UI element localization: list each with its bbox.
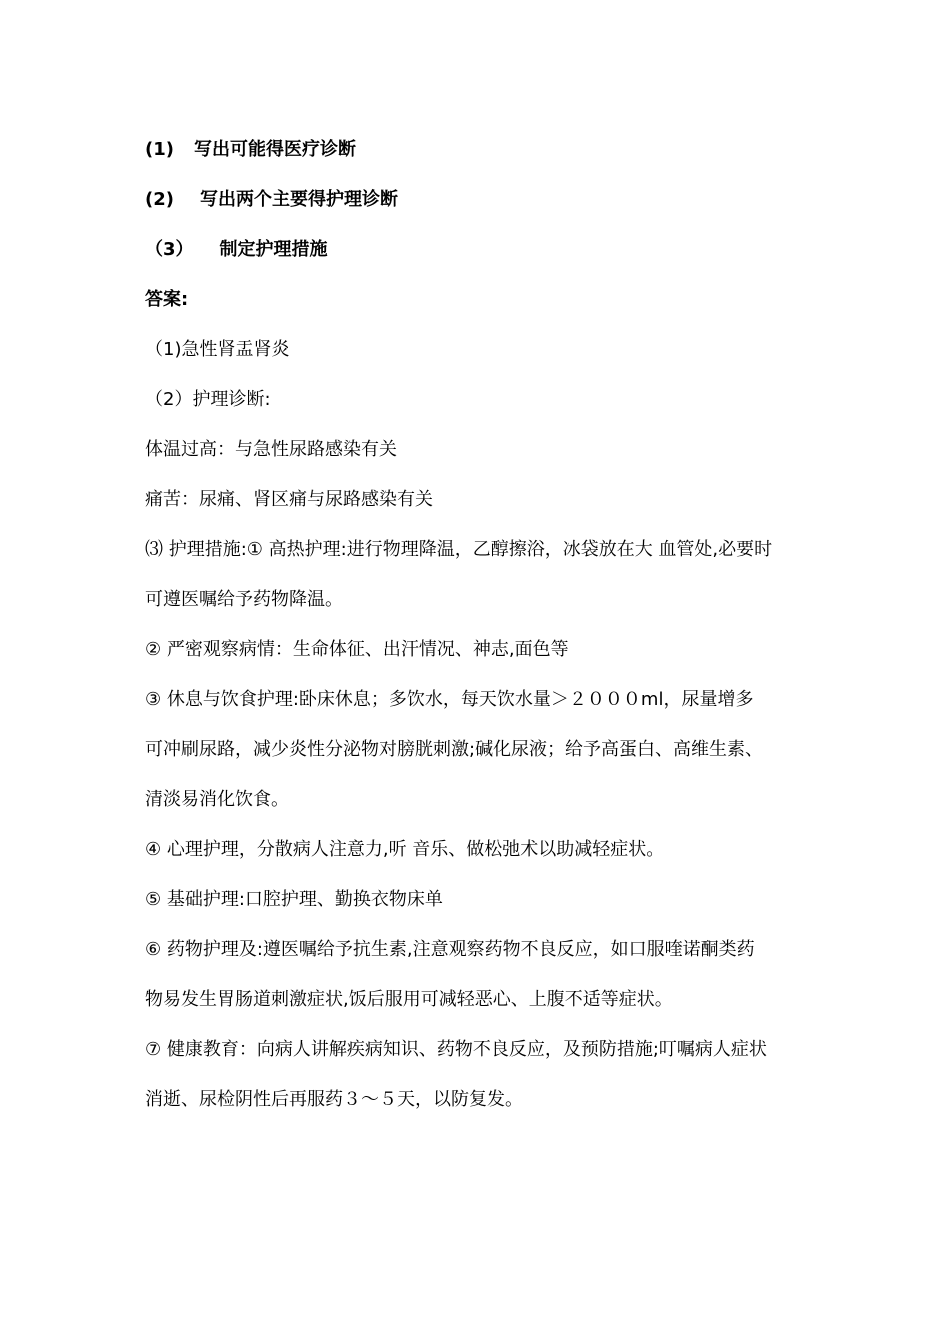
answer-line: 痛苦：尿痛、肾区痛与尿路感染有关: [145, 489, 433, 510]
question-1: [145, 138, 815, 162]
question-3-text: 制定护理措施: [219, 239, 328, 260]
answer-line: 可遵医嘱给予药物降温。: [145, 589, 343, 610]
answer-line: ⑶ 护理措施:① 高热护理:进行物理降温，乙醇擦浴，冰袋放在大 血管处,必要时: [145, 539, 773, 560]
answer-line: 可冲刷尿路，减少炎性分泌物对膀胱刺激;碱化尿液；给予高蛋白、高维生素、: [145, 739, 764, 760]
answer-line: ④ 心理护理，分散病人注意力,听 音乐、做松弛术以助减轻症状。: [145, 839, 665, 860]
question-2-text: 写出两个主要得护理诊断: [199, 189, 398, 210]
question-3: [145, 238, 815, 262]
answer-line: 物易发生胃肠道刺激症状,饭后服用可减轻恶心、上腹不适等症状。: [145, 989, 673, 1010]
answer-label: 答案:: [145, 289, 189, 310]
question-2: [145, 188, 815, 212]
answer-line: ⑤ 基础护理:口腔护理、勤换衣物床单: [145, 889, 443, 910]
answer-line: 清淡易消化饮食。: [145, 789, 289, 810]
answer-line: ⑥ 药物护理及:遵医嘱给予抗生素,注意观察药物不良反应，如口服喹诺酮类药: [145, 939, 755, 960]
answer-line: （2）护理诊断:: [145, 389, 271, 410]
answer-line: ⑦ 健康教育：向病人讲解疾病知识、药物不良反应，及预防措施;叮嘱病人症状: [145, 1039, 767, 1060]
answer-line: 消逝、尿检阴性后再服药３～５天，以防复发。: [145, 1089, 523, 1110]
question-1-number: (1): [145, 139, 174, 160]
answer-line: 体温过高：与急性尿路感染有关: [145, 439, 397, 460]
question-2-number: (2): [145, 189, 174, 210]
answer-line: ② 严密观察病情：生命体征、出汗情况、神志,面色等: [145, 639, 569, 660]
question-1-text: 写出可能得医疗诊断: [193, 139, 356, 160]
answer-line: （1)急性肾盂肾炎: [145, 339, 290, 360]
answer-line: ③ 休息与饮食护理:卧床休息；多饮水，每天饮水量＞２０００ml，尿量增多: [145, 689, 754, 710]
question-3-number: （3）: [145, 239, 194, 260]
